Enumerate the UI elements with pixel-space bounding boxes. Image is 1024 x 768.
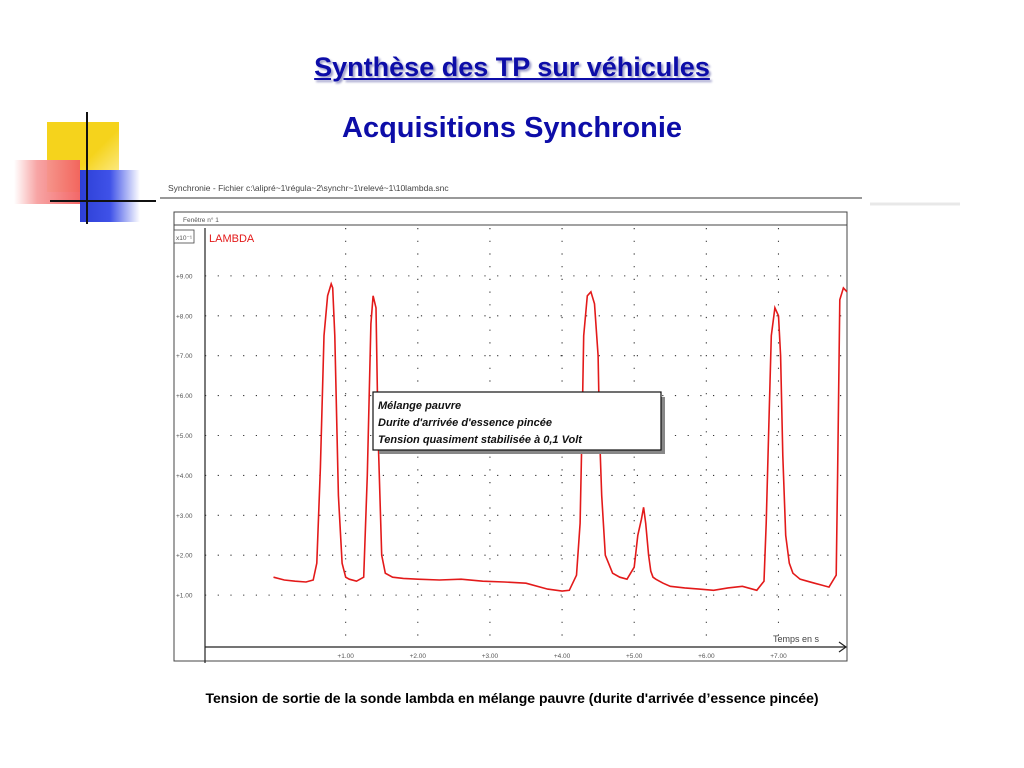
annotation-line-2: Durite d'arrivée d'essence pincée (378, 417, 552, 429)
y-tick-label-3: +4.00 (176, 472, 193, 480)
x-axis-label: Temps en s (773, 634, 820, 644)
y-tick-label-8: +9.00 (176, 273, 193, 281)
slide-title: Synthèse des TP sur véhicules (314, 52, 710, 82)
y-tick-label-6: +7.00 (176, 353, 193, 361)
x-tick-label-1: +2.00 (409, 653, 427, 660)
x-tick-label-5: +6.00 (698, 653, 715, 660)
y-tick-label-4: +5.00 (176, 433, 193, 441)
x-tick-label-6: +7.00 (770, 653, 787, 660)
y-exponent-label: x10⁻¹ (176, 235, 193, 242)
x-tick-label-4: +5.00 (625, 653, 643, 660)
series-legend-label: LAMBDA (209, 233, 255, 245)
annotation-line-1: Mélange pauvre (378, 400, 462, 412)
y-tick-label-2: +3.00 (176, 512, 193, 520)
y-tick-label-1: +2.00 (176, 552, 193, 560)
pane-label: Fenêtre n° 1 (183, 217, 219, 224)
window-header: Synchronie - Fichier c:\alipré~1\régula~2\synchr~1\relevé~1\10lambda.snc (168, 183, 449, 193)
x-tick-label-3: +4.00 (553, 653, 571, 660)
y-tick-label-7: +8.00 (176, 313, 193, 321)
annotation-line-3: Tension quasiment stabilisée à 0,1 Volt (378, 434, 582, 446)
x-tick-label-0: +1.00 (337, 653, 354, 660)
figure-caption: Tension de sortie de la sonde lambda en mélange pauvre (durite d'arrivée d’essence pincée) (205, 690, 819, 706)
x-tick-label-2: +3.00 (481, 653, 499, 660)
slide-subtitle: Acquisitions Synchronie (342, 112, 682, 144)
y-tick-label-0: +1.00 (176, 592, 193, 600)
y-tick-label-5: +6.00 (176, 393, 193, 401)
